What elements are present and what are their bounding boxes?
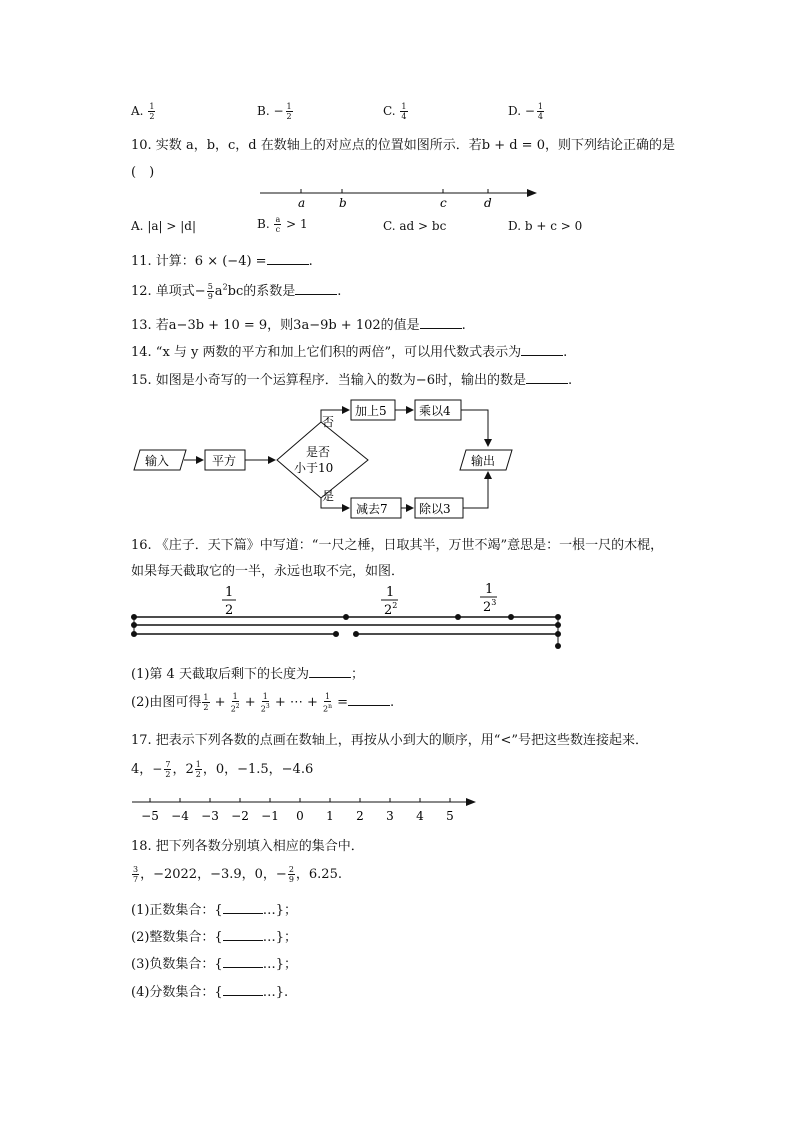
answer-blank[interactable] xyxy=(348,694,390,706)
seg-label-1-den: 2 xyxy=(225,603,234,618)
q15-flowchart xyxy=(128,390,528,526)
q16-line1: 16. 《庄子．天下篇》中写道：“一尺之棰，日取其半，万世不竭”意思是：一根一尺的木棍， xyxy=(131,538,664,553)
q9-option-c: C. $\frac{1}{4}$ xyxy=(383,102,407,121)
q9-option-d: D. − $\frac{1}{4}$ xyxy=(508,102,543,121)
q10-option-c: C. ad > bc xyxy=(383,219,447,233)
seg-label-3-den: $2^3$ xyxy=(483,598,497,615)
axis-tick-label: −2 xyxy=(231,809,249,823)
fraction: $\frac{1}{4}$ xyxy=(537,102,543,121)
point-label-c: c xyxy=(440,196,447,210)
q9-option-a: A. $\frac{1}{2}$ xyxy=(131,102,155,121)
add5-label: 加上5 xyxy=(355,404,387,418)
q18-set-integer: (2)整数集合：{ …}； xyxy=(131,930,297,945)
point-label-b: b xyxy=(339,196,347,210)
answer-blank[interactable] xyxy=(526,372,568,384)
mul4-label: 乘以4 xyxy=(419,404,451,418)
axis-tick-label: 5 xyxy=(446,809,454,823)
fraction: $\frac{1}{2}$ xyxy=(149,102,155,121)
q10-option-d: D. b + c > 0 xyxy=(508,219,583,233)
no-label: 否 xyxy=(322,415,335,429)
answer-blank[interactable] xyxy=(223,956,263,968)
answer-blank[interactable] xyxy=(223,984,263,996)
answer-blank[interactable] xyxy=(267,253,309,265)
answer-blank[interactable] xyxy=(223,929,263,941)
answer-blank[interactable] xyxy=(295,283,337,295)
fraction: $\frac{1}{2}$ xyxy=(286,102,292,121)
axis-tick-label: 2 xyxy=(356,809,364,823)
q11: 11. 计算：6 × (−4) = . xyxy=(131,254,313,269)
q10-number-line xyxy=(255,183,545,213)
q18-set-fraction: (4)分数集合：{ …}. xyxy=(131,985,289,1000)
sub7-label: 减去7 xyxy=(356,502,388,516)
decision-label-2: 小于10 xyxy=(294,461,334,475)
q10-option-b: B. $\frac{a}{c}$ > 1 xyxy=(257,215,308,234)
decision-diamond xyxy=(277,422,368,498)
axis-tick-label: 3 xyxy=(386,809,394,823)
q15: 15. 如图是小奇写的一个运算程序．当输入的数为−6时，输出的数是 . xyxy=(131,373,573,388)
q16-part2: (2)由图可得 $\frac{1}{2}$ + $\frac{1}{2^2}$ + $\frac{1}{2^3}$ + ⋯ + $\frac{1}{2^n}$ = . xyxy=(131,691,395,714)
fraction: $\frac{a}{c}$ xyxy=(275,215,281,234)
q12: 12. 单项式− $\frac{5}{9}$ $a^2bc$的系数是 . xyxy=(131,282,342,301)
q17-number-line xyxy=(128,790,483,826)
output-label: 输出 xyxy=(471,454,496,468)
answer-blank[interactable] xyxy=(309,666,351,678)
seg-label-2-num: 1 xyxy=(386,585,395,600)
decision-label-1: 是否 xyxy=(306,445,331,459)
q18-numbers: $\frac{3}{7}$ ，−2022，−3.9，0，− $\frac{2}{9}$ ，6.25. xyxy=(133,865,342,884)
q18-set-positive: (1)正数集合：{ …}； xyxy=(131,903,297,918)
seg-label-1-num: 1 xyxy=(225,585,234,600)
q14: 14. “x 与 y 两数的平方和加上它们积的两倍”，可以用代数式表示为 . xyxy=(131,345,568,360)
seg-label-2-den: $2^2$ xyxy=(384,601,398,618)
axis-tick-label: 4 xyxy=(416,809,424,823)
q16-stick-diagram xyxy=(125,582,570,652)
q17-numbers: 4，− $\frac{7}{2}$ ，2 $\frac{1}{2}$ ，0，−1.5，−4.6 xyxy=(131,760,314,779)
q17-stem: 17. 把表示下列各数的点画在数轴上，再按从小到大的顺序，用“<”号把这些数连接起来． xyxy=(131,733,648,748)
q10-paren: ( ) xyxy=(131,165,155,180)
q13: 13. 若a−3b + 10 = 9，则3a−9b + 102的值是 . xyxy=(131,318,466,333)
axis-tick-label: 1 xyxy=(326,809,334,823)
answer-blank[interactable] xyxy=(521,344,563,356)
axis-tick-label: −4 xyxy=(171,809,189,823)
yes-label: 是 xyxy=(322,489,335,503)
q16-line2: 如果每天截取它的一半，永远也取不完，如图． xyxy=(131,564,405,579)
q18-set-negative: (3)负数集合：{ …}； xyxy=(131,957,297,972)
q10-option-a: A. |a| > |d| xyxy=(131,219,197,233)
axis-tick-label: −3 xyxy=(201,809,219,823)
div3-label: 除以3 xyxy=(419,502,451,516)
seg-label-3-num: 1 xyxy=(485,582,494,597)
q18-stem: 18. 把下列各数分别填入相应的集合中． xyxy=(131,839,364,854)
answer-blank[interactable] xyxy=(223,902,263,914)
axis-tick-label: −1 xyxy=(261,809,279,823)
answer-blank[interactable] xyxy=(420,317,462,329)
axis-tick-label: 0 xyxy=(296,809,304,823)
fraction: $\frac{1}{4}$ xyxy=(401,102,407,121)
point-label-a: a xyxy=(298,196,306,210)
q16-part1: (1)第 4 天截取后剩下的长度为 ； xyxy=(131,667,364,682)
q9-option-b: B. − $\frac{1}{2}$ xyxy=(257,102,292,121)
input-label: 输入 xyxy=(145,454,170,468)
point-label-d: d xyxy=(484,196,492,210)
square-label: 平方 xyxy=(212,454,237,468)
q10-stem: 10. 实数 a，b，c，d 在数轴上的对应点的位置如图所示．若b + d = 0，则下列结论正确的是 xyxy=(131,138,675,153)
axis-tick-label: −5 xyxy=(141,809,159,823)
fraction: $\frac{5}{9}$ xyxy=(207,282,213,301)
